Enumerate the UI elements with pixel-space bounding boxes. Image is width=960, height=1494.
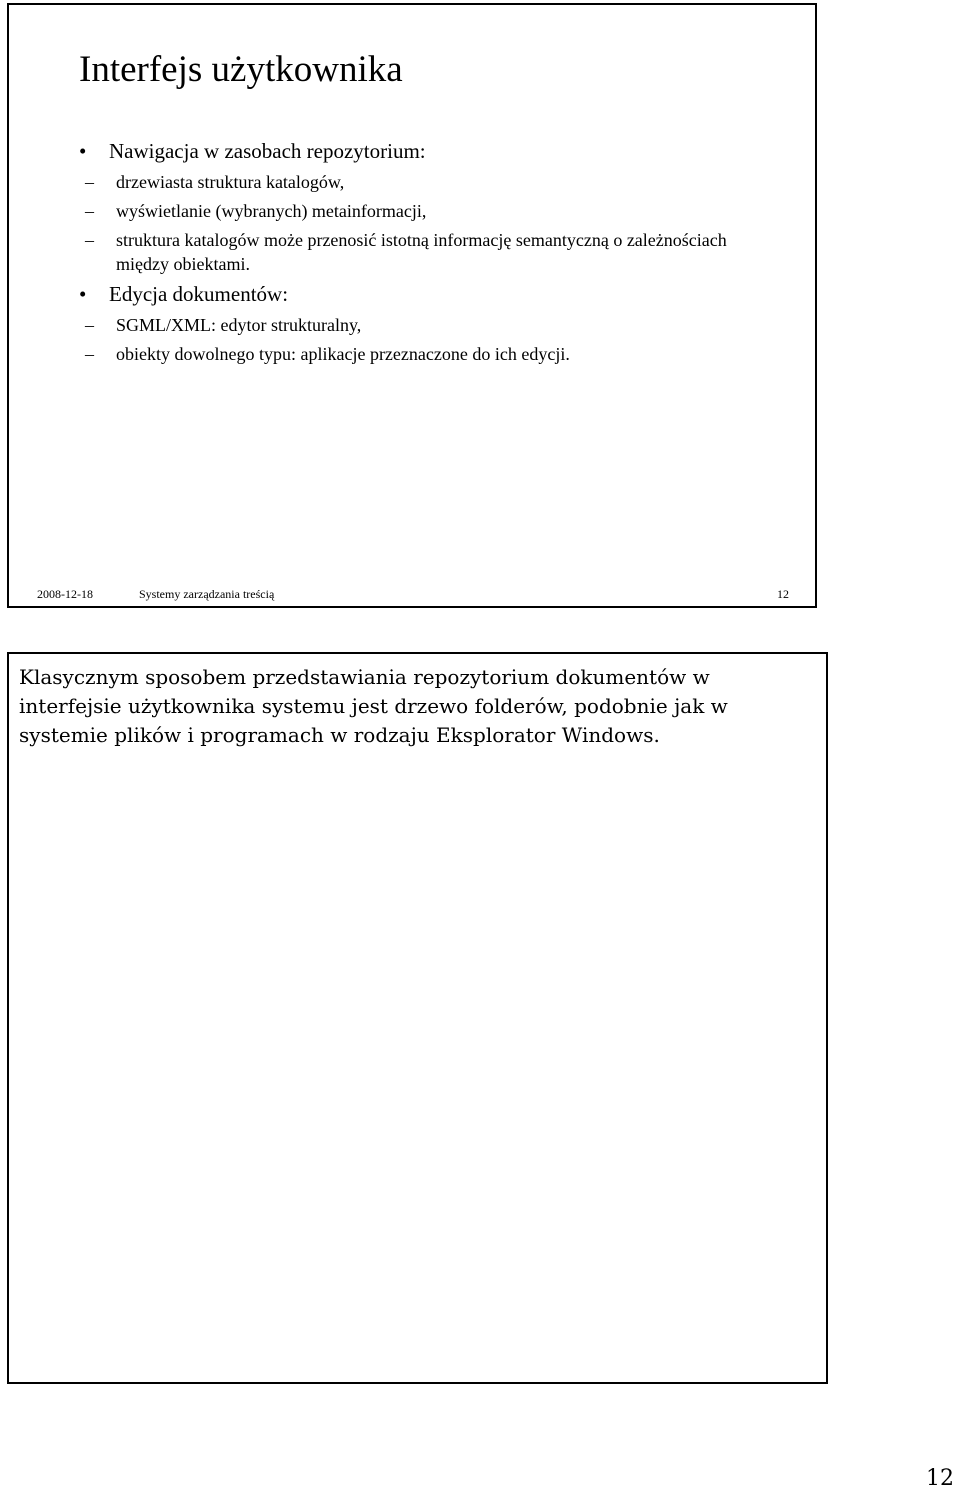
list-item [79,199,779,223]
bullet-editing [79,280,779,308]
dash-marker: – [85,230,94,250]
dash-marker: – [85,201,94,221]
sublist-editing [79,313,779,366]
list-item-text: obiekty dowolnego typu: aplikacje przeznaczone do ich edycji. [116,344,570,364]
list-item-text: SGML/XML: edytor strukturalny, [116,315,362,335]
footer-subject: Systemy zarządzania treścią [139,587,275,601]
slide-title: Interfejs użytkownika [79,49,403,90]
footer-slide-number: 12 [777,587,789,601]
list-item-text: drzewiasta struktura katalogów, [116,172,345,192]
list-item-text: struktura katalogów może przenosić istotną informację semantyczną o zależnościach między obiektami. [116,230,727,274]
dash-marker: – [85,344,94,364]
list-item [79,313,779,337]
list-item [79,342,779,366]
bullet-marker: • [79,139,87,163]
dash-marker: – [85,315,94,335]
bullet-text: Nawigacja w zasobach repozytorium: [109,139,426,163]
list-item [79,228,779,276]
bullet-marker: • [79,282,87,306]
bullet-navigation [79,137,779,165]
slide-frame [7,3,817,608]
footer-date: 2008-12-18 [37,587,93,601]
dash-marker: – [85,172,94,192]
list-item [79,170,779,194]
slide-content [79,133,779,369]
notes-text: Klasycznym sposobem przedstawiania repozytorium dokumentów w interfejsie użytkownika systemu jest drzewo folderów, podobnie jak w systemie plików i programach w rodzaju Eksplorator Windows. [19,665,728,747]
bullet-text: Edycja dokumentów: [109,282,289,306]
page-number: 12 [926,1466,954,1491]
list-item-text: wyświetlanie (wybranych) metainformacji, [116,201,427,221]
notes-box [7,652,828,1384]
sublist-navigation [79,170,779,276]
